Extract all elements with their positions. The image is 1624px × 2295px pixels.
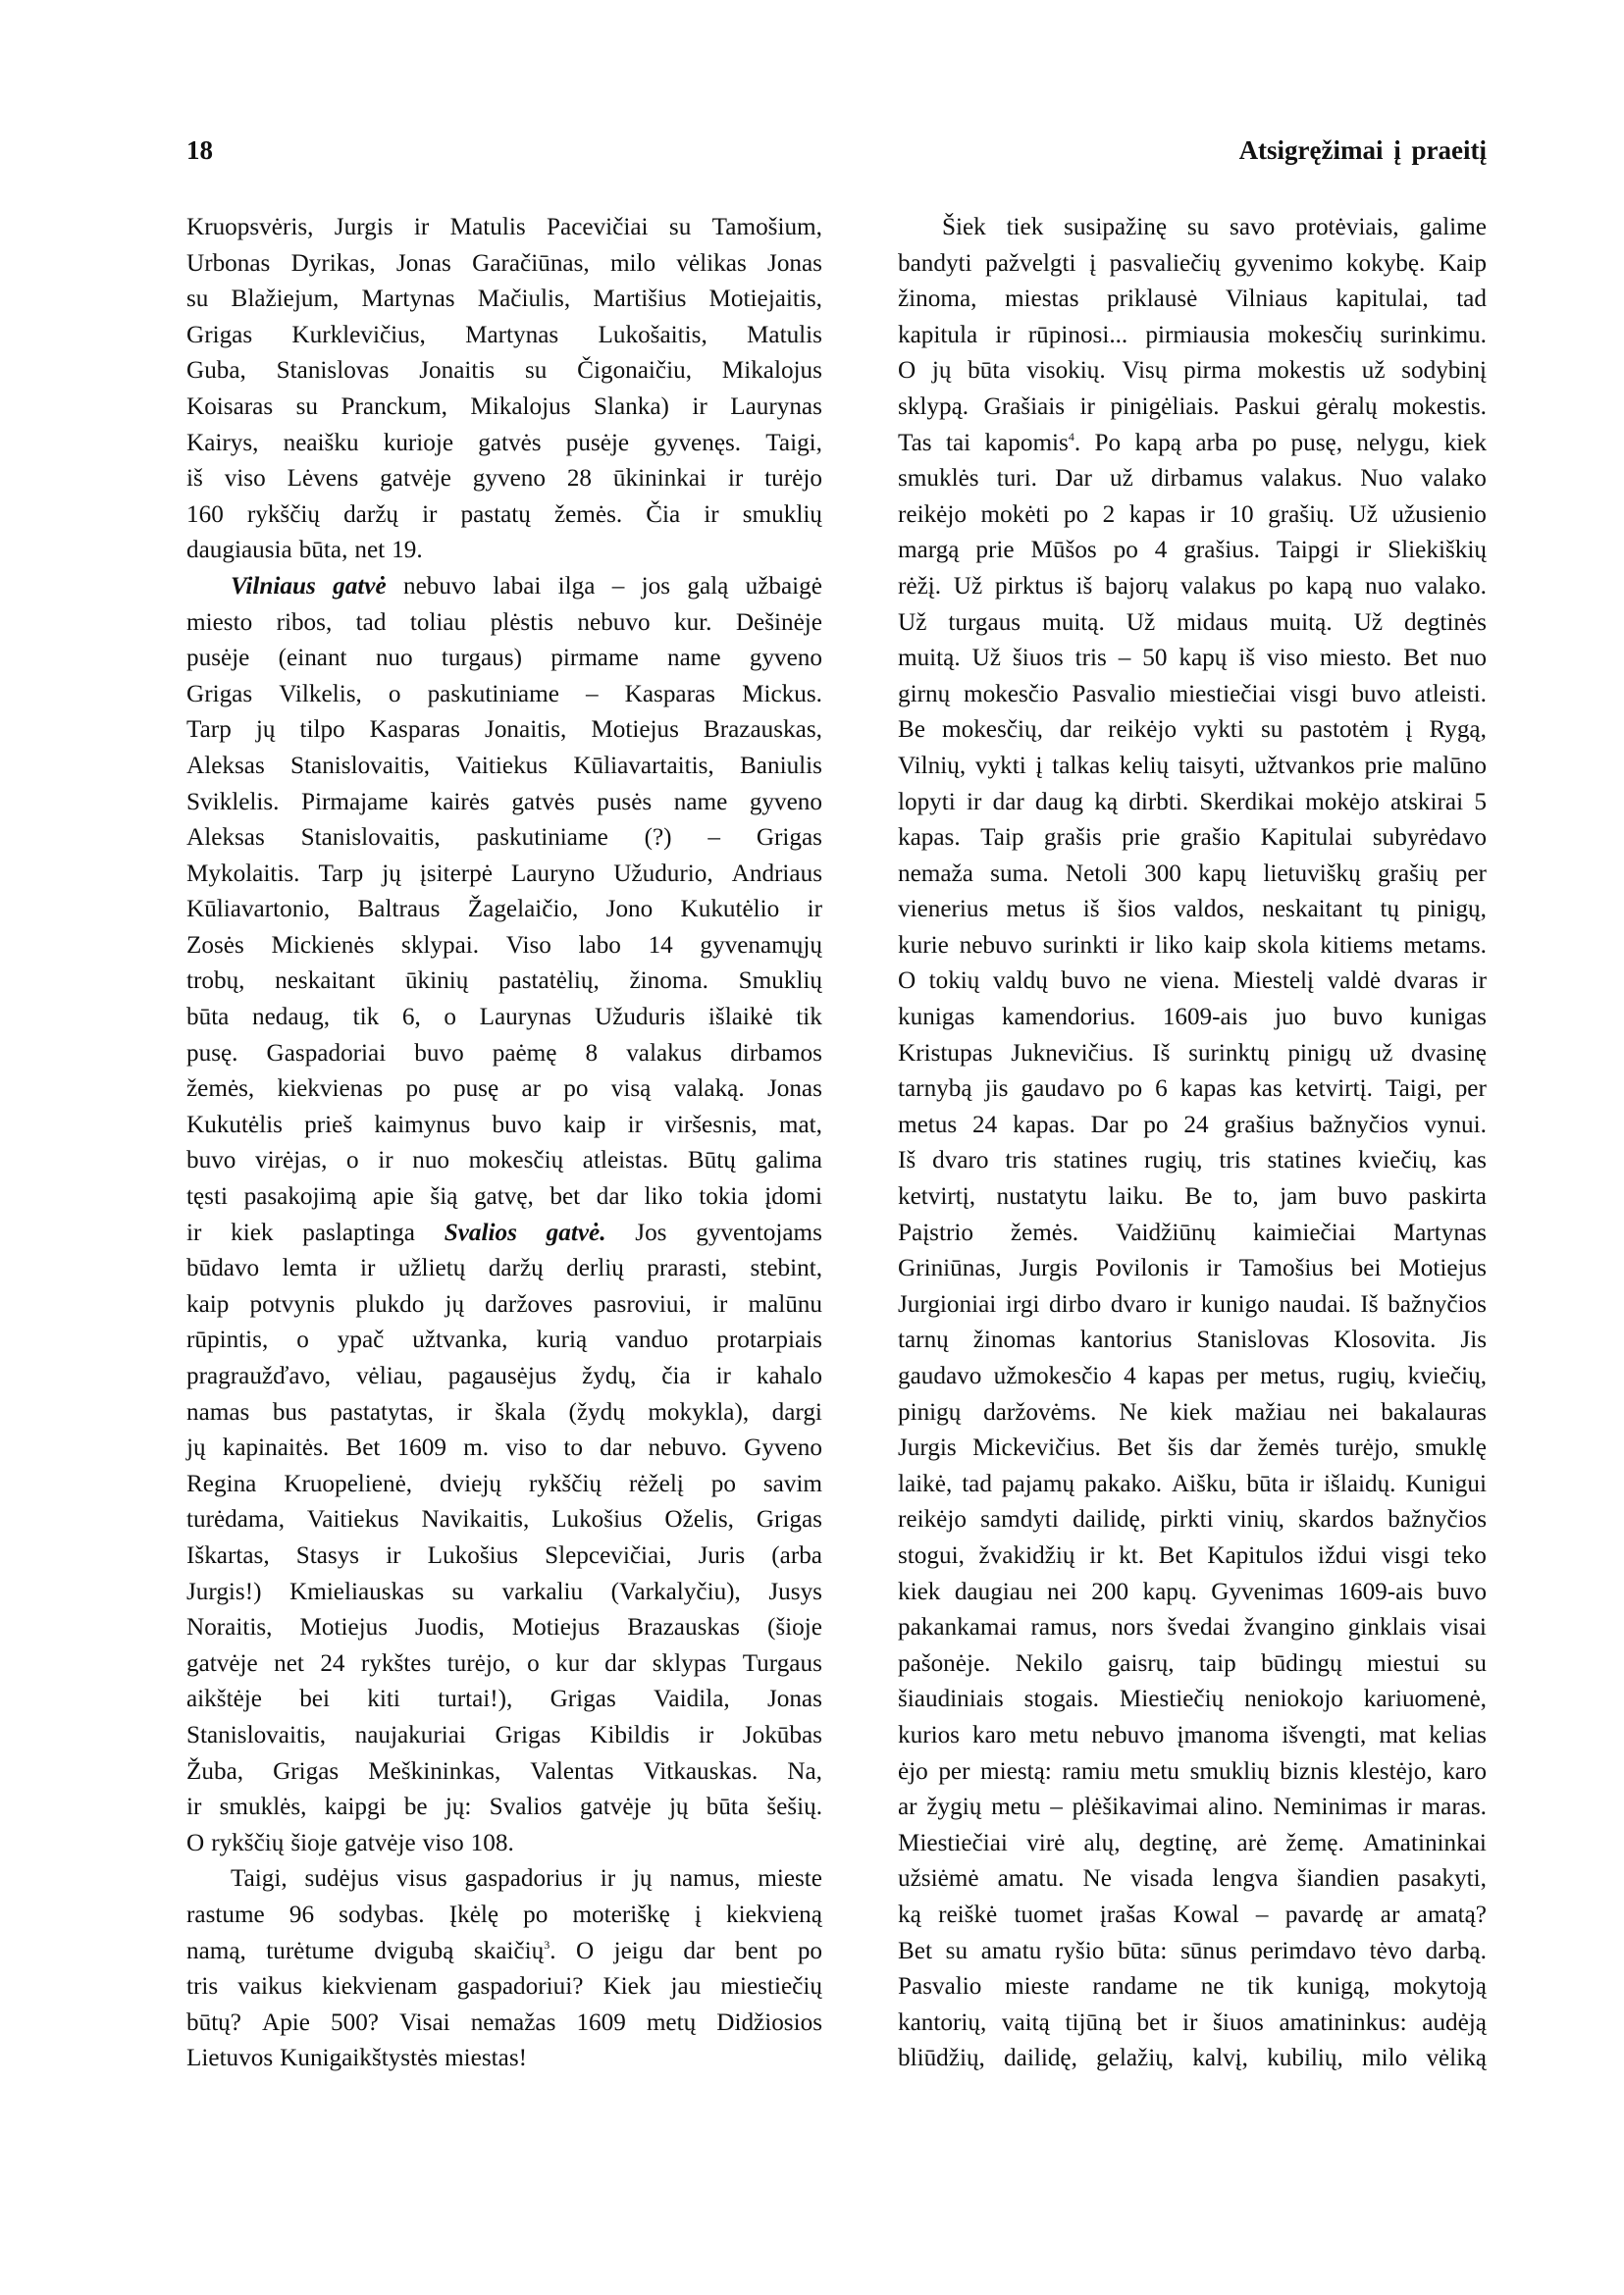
text-line: pinigų daržovėms. Ne kiek mažiau nei bakalauras	[898, 1398, 1487, 1426]
text-line: kiek daugiau nei 200 kapų. Gyvenimas 1609-ais buvo	[898, 1578, 1487, 1605]
text-line: Regina Kruopelienė, dviejų rykščių rėželį po savim	[186, 1470, 822, 1497]
text-line: girnų mokesčio Pasvalio miestiečiai visgi buvo atleisti.	[898, 680, 1487, 707]
text-line: kantorių, vaitą tijūną bet ir šiuos amatininkus: audėją	[898, 2008, 1487, 2036]
text-line: Mykolaitis. Tarp jų įsiterpė Lauryno Užudurio, Andriaus	[186, 860, 822, 887]
text-line: reikėjo mokėti po 2 kapas ir 10 grašių. Už užusienio	[898, 500, 1487, 528]
text-line: lopyti ir dar daug ką dirbti. Skerdikai mokėjo atskirai 5	[898, 788, 1487, 815]
text-line: pusę. Gaspadoriai buvo paėmę 8 valakus dirbamos	[186, 1039, 822, 1067]
text-line: kapas. Taip grašis prie grašio Kapitulai subyrėdavo	[898, 824, 1487, 852]
text-line: Jurgioniai irgi dirbo dvaro ir kunigo naudai. Iš bažnyčios	[898, 1290, 1487, 1318]
text-line: užsiėmė amatu. Ne visada lengva šiandien pasakyti,	[898, 1865, 1487, 1893]
text-line: Žuba, Grigas Meškininkas, Valentas Vitkauskas. Na,	[186, 1757, 822, 1785]
text-line: žinoma, miestas priklausė Vilniaus kapitulai, tad	[898, 286, 1487, 313]
footnote-marker: 4	[1068, 429, 1074, 443]
text-line: Iš dvaro tris statines rugių, tris statines kviečių, kas	[898, 1147, 1487, 1174]
text-line: O rykščių šioje gatvėje viso 108.	[186, 1829, 514, 1856]
text-line: būdavo lemta ir užlietų daržų derlių prarasti, stebint,	[186, 1255, 822, 1282]
text-line: Už turgaus muitą. Už midaus muitą. Už degtinės	[898, 608, 1487, 636]
text-line: kurios karo metu nebuvo įmanoma išvengti, mat kelias	[898, 1721, 1487, 1748]
text-line: būtų? Apie 500? Visai nemažas 1609 metų Didžiosios	[186, 2008, 822, 2036]
text-line: ir kiek paslaptinga Svalios gatvė. Jos gyventojams	[186, 1219, 822, 1246]
text-line: stogui, žvakidžių ir kt. Bet Kapitulos iždui visgi teko	[898, 1541, 1487, 1569]
text-line: Kairys, neaišku kurioje gatvės pusėje gyvenęs. Taigi,	[186, 429, 822, 456]
text-line: aikštėje bei kiti turtai!), Grigas Vaidila, Jonas	[186, 1686, 822, 1713]
text-line: nemaža suma. Netoli 300 kapų lietuviškų grašių per	[898, 860, 1487, 887]
text-line: Grigas Kurklevičius, Martynas Lukošaitis, Matulis	[186, 321, 822, 348]
text-line: 160 rykščių daržų ir pastatų žemės. Čia ir smuklių	[186, 500, 822, 528]
text-line: Šiek tiek susipažinę su savo protėviais, galime	[942, 214, 1487, 240]
text-line: Taigi, sudėjus visus gaspadorius ir jų namus, mieste	[231, 1865, 822, 1893]
text-line: buvo virėjas, o ir nuo mokesčių atleistas. Būtų galima	[186, 1147, 822, 1174]
text-line: Sviklelis. Pirmajame kairės gatvės pusės name gyveno	[186, 788, 822, 815]
text-line: iš viso Lėvens gatvėje gyveno 28 ūkininkai ir turėjo	[186, 465, 822, 493]
text-line: Vilnių, vykti į talkas kelių taisyti, užtvankos prie malūno	[898, 752, 1487, 779]
text-line: bliūdžių, dailidę, gelažių, kalvį, kubilių, milo vėliką	[898, 2045, 1487, 2072]
text-line: O jų būta visokių. Visų pirma mokestis už sodybinį	[898, 357, 1487, 385]
text-line: ir smuklės, kaipgi be jų: Svalios gatvėje jų būta šešių.	[186, 1794, 822, 1821]
text-line: ką reiškė tuomet įrašas Kowal – pavardę ar amatą?	[898, 1901, 1487, 1928]
text-column-left	[186, 210, 822, 2077]
text-line: šiaudiniais stogais. Miestiečių neniokojo kariuomenė,	[898, 1686, 1487, 1713]
text-line: smuklės turi. Dar už dirbamus valakus. Nuo valako	[898, 465, 1487, 493]
text-line: Miestiečiai virė alų, degtinę, arė žemę. Amatininkai	[898, 1829, 1487, 1856]
text-line: Grigas Vilkelis, o paskutiniame – Kasparas Mickus.	[186, 680, 822, 707]
text-line: margą prie Mūšos po 4 grašius. Taipgi ir Sliekiškių	[898, 537, 1487, 564]
text-line: Paįstrio žemės. Vaidžiūnų kaimiečiai Martynas	[898, 1219, 1487, 1246]
text-line: Koisaras su Pranckum, Mikalojus Slanka) ir Laurynas	[186, 392, 822, 420]
text-line: pragraužďavo, vėliau, pagausėjus žydų, čia ir kahalo	[186, 1363, 822, 1389]
text-line: Kruopsvėris, Jurgis ir Matulis Pacevičiai su Tamošium,	[186, 214, 822, 240]
text-line: rastume 96 sodybas. Įkėlę po moteriškę į kiekvieną	[186, 1901, 822, 1928]
text-line: ėjo per miestą: ramiu metu smuklių biznis klestėjo, karo	[898, 1757, 1487, 1785]
text-line: Lietuvos Kunigaikštystės miestas!	[186, 2045, 528, 2072]
text-line: tarnų žinomas kantorius Stanislovas Klosovita. Jis	[898, 1327, 1487, 1354]
text-line: tarnybą jis gaudavo po 6 kapas kas ketvirtį. Taigi, per	[898, 1075, 1487, 1103]
text-line: reikėjo samdyti dailidę, pirkti vinių, skardos bažnyčios	[898, 1506, 1487, 1534]
text-line: Kristupas Juknevičius. Iš surinktų pinigų už dvasinę	[898, 1039, 1487, 1067]
text-line: vienerius metus iš šios valdos, neskaitant tų pinigų,	[898, 896, 1487, 923]
text-line: Griniūnas, Jurgis Povilonis ir Tamošius bei Motiejus	[898, 1255, 1487, 1282]
text-line: kaip potvynis plukdo jų daržoves pasroviui, ir malūnu	[186, 1290, 822, 1318]
text-line: Kūliavartonio, Baltraus Žagelaičio, Jono Kukutėlio ir	[186, 896, 822, 923]
text-line: žemės, kiekvienas po pusę ar po visą valaką. Jonas	[186, 1075, 822, 1103]
page-number: 18	[186, 135, 213, 165]
text-line: Noraitis, Motiejus Juodis, Motiejus Brazauskas (šioje	[186, 1614, 822, 1642]
text-line: Jurgis Mickevičius. Bet šis dar žemės turėjo, smuklę	[898, 1434, 1487, 1462]
text-line: Aleksas Stanislovaitis, paskutiniame (?) – Grigas	[186, 824, 822, 852]
text-line: Guba, Stanislovas Jonaitis su Čigonaičiu, Mikalojus	[186, 357, 822, 385]
text-line: Jurgis!) Kmieliauskas su varkaliu (Varkalyčiu), Jusys	[186, 1578, 822, 1605]
text-line: rūpintis, o ypač užtvanka, kurią vanduo protarpiais	[186, 1327, 822, 1354]
text-line: kurie nebuvo surinkti ir liko kaip skola kitiems metams.	[898, 931, 1487, 959]
text-line: jų kapinaitės. Bet 1609 m. viso to dar nebuvo. Gyveno	[186, 1434, 822, 1462]
text-line: gaudavo užmokesčio 4 kapas per metus, rugių, kviečių,	[898, 1363, 1487, 1389]
text-line: pusėje (einant nuo turgaus) pirmame name gyveno	[186, 645, 822, 672]
text-line: Iškartas, Stasys ir Lukošius Slepcevičiai, Juris (arba	[186, 1541, 822, 1569]
text-line: daugiausia būta, net 19.	[186, 537, 423, 564]
text-line: O tokių valdų buvo ne viena. Miestelį valdė dvaras ir	[898, 967, 1487, 995]
text-line: Aleksas Stanislovaitis, Vaitiekus Kūliavartaitis, Baniulis	[186, 752, 822, 779]
text-line: kunigas kamendorius. 1609-ais juo buvo kunigas	[898, 1004, 1487, 1031]
text-line: Kukutėlis prieš kaimynus buvo kaip ir viršesnis, mat,	[186, 1111, 822, 1138]
footnote-marker: 3	[544, 1937, 550, 1952]
text-line: tris vaikus kiekvienam gaspadoriui? Kiek jau miestiečių	[186, 1973, 822, 2001]
text-line: namas bus pastatytas, ir škala (žydų mokykla), dargi	[186, 1398, 822, 1426]
text-line: pašonėje. Nekilo gaisrų, taip būdingų miestui su	[898, 1649, 1487, 1677]
text-line: Be mokesčių, dar reikėjo vykti su pastotėm į Rygą,	[898, 716, 1487, 744]
text-line: laikė, tad pajamų pakako. Aišku, būta ir išlaidų. Kunigui	[898, 1470, 1487, 1497]
text-line: Zosės Mickienės sklypai. Viso labo 14 gyvenamųjų	[186, 931, 822, 959]
text-column-right	[898, 210, 1487, 2077]
text-line: sklypą. Grašiais ir pinigėliais. Paskui gėralų mokestis.	[898, 392, 1487, 420]
text-line: Urbonas Dyrikas, Jonas Garačiūnas, milo vėlikas Jonas	[186, 249, 822, 277]
text-line: gatvėje net 24 rykštes turėjo, o kur dar sklypas Turgaus	[186, 1649, 822, 1677]
running-head: Atsigręžimai į praeitį	[1238, 135, 1487, 165]
text-line: Bet su amatu ryšio būta: sūnus perimdavo tėvo darbą.	[898, 1937, 1487, 1964]
text-line: Stanislovaitis, naujakuriai Grigas Kibildis ir Jokūbas	[186, 1721, 822, 1748]
text-line: kapitula ir rūpinosi... pirmiausia mokesčių surinkimu.	[898, 321, 1487, 348]
text-line: rėžį. Už pirktus iš bajorų valakus po kapą nuo valako.	[898, 572, 1487, 600]
text-line: Tas tai kapomis$^4$. Po kapą arba po pusę, nelygu, kiek	[898, 429, 1487, 456]
text-line: namą, turėtume dvigubą skaičių$^3$. O jeigu dar bent po	[186, 1937, 822, 1964]
text-line: trobų, neskaitant ūkinių pastatėlių, žinoma. Smuklių	[186, 967, 822, 995]
text-line: ar žygių metu – plėšikavimai alino. Neminimas ir maras.	[898, 1794, 1487, 1821]
text-line: bandyti pažvelgti į pasvaliečių gyvenimo kokybę. Kaip	[898, 249, 1487, 277]
text-line: su Blažiejum, Martynas Mačiulis, Martišius Motiejaitis,	[186, 286, 822, 313]
text-line: būta nedaug, tik 6, o Laurynas Užuduris išlaikė tik	[186, 1004, 822, 1031]
text-line: ketvirtį, nustatytu laiku. Be to, jam buvo paskirta	[898, 1183, 1487, 1211]
text-line: pakankamai ramus, nors švedai žvangino ginklais visai	[898, 1614, 1487, 1642]
text-line: Tarp jų tilpo Kasparas Jonaitis, Motiejus Brazauskas,	[186, 716, 822, 744]
text-line: turėdama, Vaitiekus Navikaitis, Lukošius Oželis, Grigas	[186, 1506, 822, 1534]
text-line: metus 24 kapas. Dar po 24 grašius bažnyčios vynui.	[898, 1111, 1487, 1138]
text-line: tęsti pasakojimą apie šią gatvę, bet dar liko tokia įdomi	[186, 1183, 822, 1211]
text-line: Pasvalio mieste randame ne tik kunigą, mokytoją	[898, 1973, 1487, 2001]
text-line: Vilniaus gatvė nebuvo labai ilga – jos galą užbaigė	[231, 572, 822, 600]
text-line: miesto ribos, tad toliau plėstis nebuvo kur. Dešinėje	[186, 608, 822, 636]
text-line: muitą. Už šiuos tris – 50 kapų iš viso miesto. Bet nuo	[898, 645, 1487, 672]
